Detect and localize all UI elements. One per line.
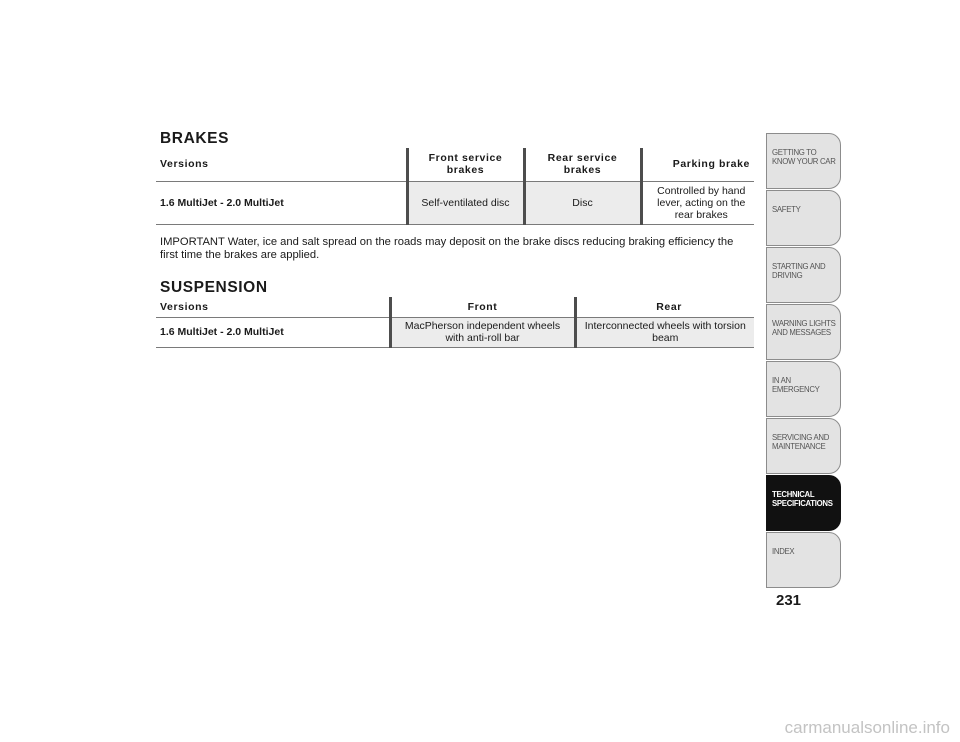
chapter-index-sidebar (766, 133, 841, 589)
brakes-header-versions: Versions (156, 148, 407, 181)
tab-safety[interactable] (766, 190, 841, 246)
suspension-version-cell: 1.6 MultiJet - 2.0 MultiJet (156, 317, 390, 347)
tab-label: INDEX (772, 547, 795, 556)
suspension-header-rear: Rear (575, 297, 754, 317)
brakes-parking-cell: Controlled by hand lever, acting on the rear brakes (641, 181, 754, 224)
suspension-heading: SUSPENSION (160, 279, 268, 296)
suspension-rear-cell: Interconnected wheels with torsion beam (575, 317, 754, 347)
table-row (156, 317, 754, 347)
tab-technical-specifications[interactable] (766, 475, 841, 531)
tab-label: SAFETY (772, 205, 801, 214)
suspension-header-versions: Versions (156, 297, 390, 317)
suspension-table (156, 297, 754, 348)
tab-servicing-and-maintenance[interactable] (766, 418, 841, 474)
brakes-header-parking: Parking brake (641, 148, 754, 181)
suspension-header-front: Front (390, 297, 575, 317)
tab-getting-to-know-your-car[interactable] (766, 133, 841, 189)
brakes-heading: BRAKES (160, 130, 230, 147)
brakes-rear-cell: Disc (524, 181, 641, 224)
important-note: IMPORTANT Water, ice and salt spread on the roads may deposit on the brake discs reducing braking efficiency the first time the brakes are applied. (160, 236, 734, 261)
tab-label: TECHNICAL SPECIFICATIONS (772, 490, 833, 508)
table-row (156, 181, 754, 224)
page-number: 231 (776, 592, 802, 609)
tab-label: GETTING TO KNOW YOUR CAR (772, 148, 836, 166)
brakes-front-cell: Self-ventilated disc (407, 181, 524, 224)
suspension-header-row (156, 297, 754, 317)
tab-starting-and-driving[interactable] (766, 247, 841, 303)
tab-label: SERVICING AND MAINTENANCE (772, 433, 830, 451)
tab-label: WARNING LIGHTS AND MESSAGES (772, 319, 836, 337)
brakes-header-rear: Rear service brakes (524, 148, 641, 181)
brakes-header-front: Front service brakes (407, 148, 524, 181)
tab-in-an-emergency[interactable] (766, 361, 841, 417)
tab-label: IN AN EMERGENCY (772, 376, 820, 394)
suspension-front-cell: MacPherson independent wheels with anti-roll bar (390, 317, 575, 347)
brakes-table (156, 148, 754, 225)
watermark: carmanualsonline.info (784, 718, 950, 737)
brakes-header-row (156, 148, 754, 181)
tab-index[interactable] (766, 532, 841, 588)
tab-warning-lights-and-messages[interactable] (766, 304, 841, 360)
tab-label: STARTING AND DRIVING (772, 262, 826, 280)
brakes-version-cell: 1.6 MultiJet - 2.0 MultiJet (156, 181, 407, 224)
